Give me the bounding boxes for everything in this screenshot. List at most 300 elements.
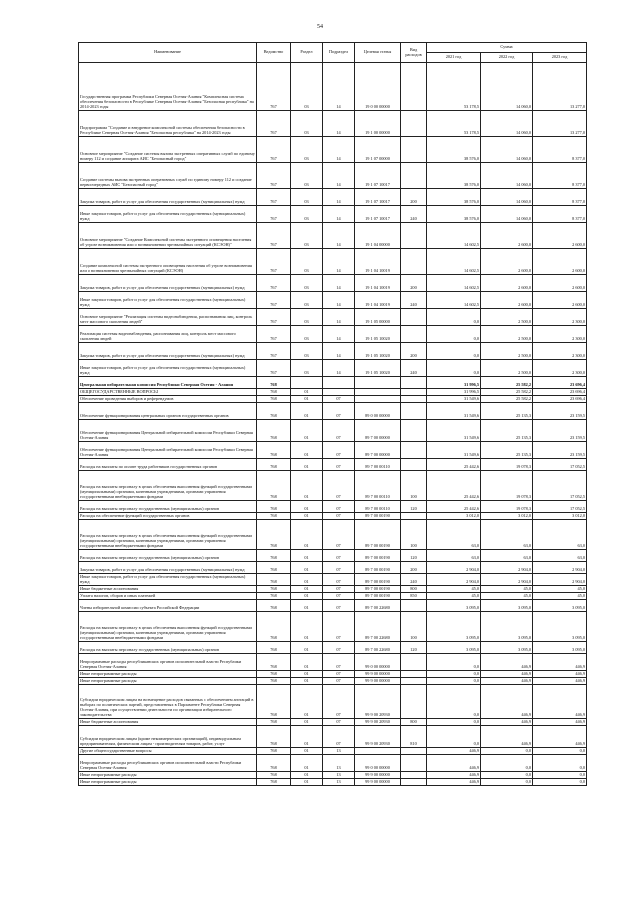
row-dept: 768: [257, 719, 291, 726]
row-sum-2022: 2 904,0: [481, 574, 533, 586]
row-name: Субсидии юридическим лицам на возмещение расходов связанных с обеспечением агитаций в выборах по политических партий, представленных в Парламенте Республики Северная Осетия-Алания, при осуществлении деятельности по организации избирательного законодательства: [79, 685, 257, 719]
row-kind: 240: [401, 574, 427, 586]
row-subsection: 07: [323, 671, 355, 678]
row-sum-2023: 13 277,0: [533, 63, 587, 111]
row-item: 99 9 00 20930: [355, 726, 401, 748]
row-item: 89 7 00 00190: [355, 574, 401, 586]
row-subsection: 07: [323, 403, 355, 420]
row-sum-2023: 23 696,4: [533, 377, 587, 389]
row-item: 19 1 00 00000: [355, 111, 401, 137]
row-kind: [401, 377, 427, 389]
row-name: Обеспечение функционирования центральных органов государственных органов: [79, 403, 257, 420]
row-sum-2023: 8 377,0: [533, 206, 587, 223]
row-section: 03: [291, 189, 323, 206]
row-dept: 768: [257, 389, 291, 396]
table-row: [79, 309, 587, 326]
row-name: Иные непрограммные расходы: [79, 678, 257, 685]
row-sum-2022: 446,9: [481, 671, 533, 678]
row-sum-2022: 14 060,0: [481, 206, 533, 223]
row-name: Основное мероприятие "Создание системы вызова экстренных оперативных служб по единому номеру 112 и создание аппарата АИС "Безопасный город": [79, 137, 257, 163]
row-subsection: [323, 389, 355, 396]
row-kind: 200: [401, 189, 427, 206]
table-row: [79, 772, 587, 779]
row-sum-2022: 2 500,0: [481, 343, 533, 360]
row-sum-2023: 0,0: [533, 748, 587, 755]
row-dept: 767: [257, 163, 291, 189]
row-name: Иные непрограммные расходы: [79, 779, 257, 786]
row-item: 89 7 00 00190: [355, 593, 401, 600]
row-sum-2023: 3 095,0: [533, 600, 587, 612]
row-section: 03: [291, 360, 323, 377]
row-section: 03: [291, 63, 323, 111]
row-sum-2023: 2 600,0: [533, 292, 587, 309]
row-kind: [401, 654, 427, 671]
row-subsection: 07: [323, 471, 355, 501]
row-item: 19 1 07 10017: [355, 163, 401, 189]
row-name: Основное мероприятие "Реализация системы видеонаблюдения, распознавания лиц, контроль мест массового скопления людей": [79, 309, 257, 326]
row-item: 99 0 00 00000: [355, 654, 401, 671]
row-kind: [401, 137, 427, 163]
row-sum-2023: 446,9: [533, 671, 587, 678]
row-dept: 767: [257, 309, 291, 326]
row-sum-2021: 14 602,5: [427, 223, 481, 249]
header-section: Раздел: [291, 43, 323, 63]
row-subsection: 13: [323, 772, 355, 779]
table-body: [79, 63, 587, 786]
row-subsection: 14: [323, 275, 355, 292]
row-sum-2023: 2 300,0: [533, 360, 587, 377]
row-section: 01: [291, 593, 323, 600]
row-sum-2023: 2 600,0: [533, 223, 587, 249]
row-sum-2021: 0,0: [427, 360, 481, 377]
row-section: 01: [291, 574, 323, 586]
row-sum-2022: 19 078,3: [481, 459, 533, 471]
row-subsection: 14: [323, 309, 355, 326]
row-kind: [401, 163, 427, 189]
row-sum-2022: 0,0: [481, 755, 533, 772]
row-name: Иные закупки товаров, работ и услуг для обеспечения государственных (муниципальных) нужд: [79, 206, 257, 223]
row-subsection: 14: [323, 206, 355, 223]
row-item: 89 7 00 00110: [355, 501, 401, 513]
row-sum-2023: 0,0: [533, 772, 587, 779]
row-kind: [401, 685, 427, 719]
row-item: 89 7 00 22680: [355, 600, 401, 612]
row-sum-2021: 25 442,6: [427, 501, 481, 513]
row-sum-2021: 31 549,6: [427, 396, 481, 403]
row-item: 89 7 00 22680: [355, 612, 401, 642]
table-row: [79, 748, 587, 755]
row-section: 01: [291, 779, 323, 786]
row-sum-2022: 446,9: [481, 726, 533, 748]
row-sum-2021: 31 549,6: [427, 442, 481, 459]
row-sum-2022: 14 060,0: [481, 137, 533, 163]
row-item: 19 1 05 00000: [355, 309, 401, 326]
row-name: Расходы на выплаты персоналу в целях обеспечения выполнения функций государственными (муниципальными) органами, казенными учреждениями, органами управления государственными внебюджетными фондами: [79, 471, 257, 501]
row-name: Иные непрограммные расходы: [79, 772, 257, 779]
table-row: [79, 520, 587, 550]
row-item: 89 7 00 00190: [355, 520, 401, 550]
row-name: Иные закупки товаров, работ и услуг для обеспечения государственных (муниципальных) нужд: [79, 360, 257, 377]
row-sum-2023: 2 904,0: [533, 562, 587, 574]
table-row: [79, 755, 587, 772]
row-section: 01: [291, 685, 323, 719]
row-kind: 850: [401, 593, 427, 600]
table-row: [79, 343, 587, 360]
row-sum-2023: 2 300,0: [533, 326, 587, 343]
row-dept: 768: [257, 403, 291, 420]
row-subsection: 07: [323, 562, 355, 574]
row-sum-2021: 3 095,0: [427, 612, 481, 642]
row-kind: 100: [401, 520, 427, 550]
row-item: 89 7 00 00190: [355, 550, 401, 562]
row-sum-2022: 2 500,0: [481, 309, 533, 326]
row-sum-2021: 63,0: [427, 520, 481, 550]
row-sum-2022: 2 600,0: [481, 249, 533, 275]
row-sum-2021: 0,0: [427, 326, 481, 343]
row-name: Расходы на выплаты персоналу в целях обеспечения выполнения функций государственными (муниципальными) органами, казенными учреждениями, органами управления государственными внебюджетными фондами: [79, 520, 257, 550]
row-dept: 767: [257, 360, 291, 377]
table-row: [79, 471, 587, 501]
row-item: 19 1 04 10019: [355, 292, 401, 309]
table-row: [79, 326, 587, 343]
row-section: 01: [291, 442, 323, 459]
row-subsection: 07: [323, 654, 355, 671]
row-sum-2023: 0,0: [533, 755, 587, 772]
row-item: 19 1 05 10020: [355, 343, 401, 360]
row-kind: [401, 779, 427, 786]
row-sum-2021: 63,0: [427, 550, 481, 562]
row-name: Непрограммные расходы республиканских органов исполнительной власти Республики Северная Осетия-Алания: [79, 654, 257, 671]
row-dept: 768: [257, 550, 291, 562]
row-name: Обеспечение функционирования Центральной избирательной комиссии Республики Северная Осетия-Алания: [79, 442, 257, 459]
table-row: [79, 403, 587, 420]
row-sum-2023: 13 277,0: [533, 111, 587, 137]
row-dept: 768: [257, 612, 291, 642]
row-kind: [401, 111, 427, 137]
row-dept: 768: [257, 442, 291, 459]
row-name: Обеспечение проведения выборов и референдумов: [79, 396, 257, 403]
header-kind: Вид расходов: [401, 43, 427, 63]
row-sum-2022: 446,9: [481, 654, 533, 671]
row-sum-2023: 446,9: [533, 685, 587, 719]
row-sum-2022: 0,0: [481, 748, 533, 755]
row-section: 01: [291, 748, 323, 755]
row-sum-2023: 45,0: [533, 593, 587, 600]
table-row: [79, 726, 587, 748]
row-sum-2021: 2 904,0: [427, 562, 481, 574]
row-dept: 767: [257, 343, 291, 360]
row-kind: [401, 600, 427, 612]
row-sum-2022: 3 095,0: [481, 612, 533, 642]
row-sum-2022: 2 600,0: [481, 223, 533, 249]
row-subsection: 07: [323, 600, 355, 612]
row-section: 01: [291, 420, 323, 442]
row-subsection: 07: [323, 612, 355, 642]
row-kind: [401, 459, 427, 471]
row-kind: 800: [401, 719, 427, 726]
row-section: 01: [291, 550, 323, 562]
table-row: [79, 642, 587, 654]
row-sum-2022: 0,0: [481, 779, 533, 786]
row-dept: 768: [257, 678, 291, 685]
row-sum-2023: 17 052,5: [533, 501, 587, 513]
row-name: Субсидии юридическим лицам (кроме некоммерческих организаций), индивидуальным предпринимателям, физическим лицам - производителям товаров, работ, услуг: [79, 726, 257, 748]
table-row: [79, 513, 587, 520]
row-item: 89 7 00 00190: [355, 513, 401, 520]
row-subsection: 14: [323, 189, 355, 206]
row-sum-2023: 8 377,0: [533, 163, 587, 189]
table-row: [79, 377, 587, 389]
row-name: Обеспечение функционирования Центральной избирательной комиссии Республики Северная Осетия-Алания: [79, 420, 257, 442]
row-section: 01: [291, 459, 323, 471]
row-name: Государственная программа Республики Северная Осетия-Алания "Комплексная система обеспечения безопасности в Республике Северная Осетия-Алания "Безопасная республика" на 2014-2023 годы: [79, 63, 257, 111]
row-sum-2021: 38 576,0: [427, 206, 481, 223]
row-subsection: 07: [323, 520, 355, 550]
row-kind: [401, 309, 427, 326]
row-name: Закупка товаров, работ и услуг для обеспечения государственных (муниципальных) нужд: [79, 189, 257, 206]
table-row: [79, 719, 587, 726]
row-sum-2023: 446,9: [533, 726, 587, 748]
row-dept: 768: [257, 726, 291, 748]
row-subsection: 07: [323, 726, 355, 748]
table-row: [79, 137, 587, 163]
table-row: [79, 654, 587, 671]
row-subsection: 07: [323, 678, 355, 685]
row-sum-2022: 25 135,3: [481, 420, 533, 442]
row-kind: 200: [401, 343, 427, 360]
row-name: Расходы на выплаты персоналу государственных (муниципальных) органов: [79, 642, 257, 654]
table-row: [79, 574, 587, 586]
row-sum-2021: 38 576,0: [427, 137, 481, 163]
row-sum-2021: 0,0: [427, 309, 481, 326]
row-kind: [401, 420, 427, 442]
row-section: 03: [291, 111, 323, 137]
row-section: 01: [291, 396, 323, 403]
row-sum-2022: 19 078,3: [481, 501, 533, 513]
row-sum-2022: 446,9: [481, 678, 533, 685]
row-subsection: 14: [323, 249, 355, 275]
table-row: [79, 612, 587, 642]
row-sum-2021: 14 602,5: [427, 292, 481, 309]
row-sum-2023: 3 012,0: [533, 513, 587, 520]
row-sum-2022: 14 060,0: [481, 163, 533, 189]
row-sum-2021: 0,0: [427, 671, 481, 678]
row-kind: 200: [401, 562, 427, 574]
row-sum-2021: 0,0: [427, 685, 481, 719]
row-sum-2021: 446,9: [427, 779, 481, 786]
row-name: Создание системы вызова экстренных оперативных служб по единому номеру 112 и создание первоочередных АИС "Безопасный город": [79, 163, 257, 189]
row-dept: 767: [257, 292, 291, 309]
row-dept: 768: [257, 654, 291, 671]
row-subsection: 07: [323, 642, 355, 654]
row-item: 99 9 00 00000: [355, 779, 401, 786]
row-sum-2023: 3 095,0: [533, 612, 587, 642]
row-dept: 768: [257, 501, 291, 513]
row-kind: [401, 389, 427, 396]
row-subsection: 14: [323, 111, 355, 137]
row-subsection: 07: [323, 420, 355, 442]
row-name: Центральная избирательная комиссия Республики Северная Осетия - Алания: [79, 377, 257, 389]
row-sum-2021: 38 576,0: [427, 163, 481, 189]
row-item: 99 9 00 00000: [355, 772, 401, 779]
table-row: [79, 292, 587, 309]
row-sum-2023: 446,9: [533, 654, 587, 671]
row-sum-2022: 25 582,2: [481, 377, 533, 389]
header-dept: Ведомство: [257, 43, 291, 63]
row-name: Реализация системы видеонаблюдения, распознавания лиц, контроль мест массового скопления людей: [79, 326, 257, 343]
row-name: Закупка товаров, работ и услуг для обеспечения государственных (муниципальных) нужд: [79, 343, 257, 360]
row-name: Основное мероприятие "Создание Комплексной системы экстренного оповещения населения об угрозе возникновения или о возникновении чрезвычайных ситуаций (КСЭОН)": [79, 223, 257, 249]
row-section: 01: [291, 501, 323, 513]
row-dept: 768: [257, 586, 291, 593]
row-sum-2023: 2 300,0: [533, 309, 587, 326]
row-item: 19 1 07 10017: [355, 189, 401, 206]
row-subsection: 07: [323, 513, 355, 520]
row-name: Расходы на выплаты персоналу государственных (муниципальных) органов: [79, 501, 257, 513]
table-row: [79, 206, 587, 223]
row-section: 03: [291, 163, 323, 189]
row-subsection: 14: [323, 360, 355, 377]
row-name: Иные закупки товаров, работ и услуг для обеспечения государственных (муниципальных) нужд: [79, 574, 257, 586]
row-sum-2023: 17 052,5: [533, 471, 587, 501]
row-sum-2022: 3 095,0: [481, 600, 533, 612]
row-sum-2022: 19 078,3: [481, 471, 533, 501]
row-name: Иные непрограммные расходы: [79, 671, 257, 678]
row-sum-2022: 45,0: [481, 593, 533, 600]
row-kind: [401, 396, 427, 403]
row-section: 03: [291, 326, 323, 343]
row-name: ОБЩЕГОСУДАРСТВЕННЫЕ ВОПРОСЫ: [79, 389, 257, 396]
row-subsection: 14: [323, 63, 355, 111]
row-subsection: 07: [323, 550, 355, 562]
row-kind: 120: [401, 501, 427, 513]
row-kind: 240: [401, 292, 427, 309]
table-row: [79, 671, 587, 678]
row-subsection: 07: [323, 501, 355, 513]
row-subsection: [323, 377, 355, 389]
table-row: [79, 360, 587, 377]
row-sum-2021: 31 996,5: [427, 389, 481, 396]
row-sum-2021: 53 178,5: [427, 111, 481, 137]
row-section: 01: [291, 755, 323, 772]
row-dept: 768: [257, 772, 291, 779]
row-item: 19 1 07 10017: [355, 206, 401, 223]
row-name: Иные бюджетные ассигнования: [79, 586, 257, 593]
header-subsection: Подраздел: [323, 43, 355, 63]
row-dept: 767: [257, 137, 291, 163]
row-section: 01: [291, 671, 323, 678]
table-row: [79, 396, 587, 403]
row-item: 99 9 00 00000: [355, 671, 401, 678]
row-item: 89 7 00 00110: [355, 459, 401, 471]
row-subsection: 14: [323, 223, 355, 249]
row-section: 01: [291, 719, 323, 726]
row-sum-2022: 2 600,0: [481, 292, 533, 309]
row-section: 01: [291, 520, 323, 550]
table-row: [79, 550, 587, 562]
row-sum-2023: 23 159,5: [533, 403, 587, 420]
row-sum-2023: 0,0: [533, 779, 587, 786]
table-row: [79, 223, 587, 249]
row-sum-2021: 0,0: [427, 678, 481, 685]
row-section: 01: [291, 600, 323, 612]
row-kind: 120: [401, 642, 427, 654]
row-section: 01: [291, 678, 323, 685]
row-sum-2023: 2 904,0: [533, 574, 587, 586]
row-section: 01: [291, 726, 323, 748]
row-section: [291, 377, 323, 389]
row-sum-2022: 3 012,0: [481, 513, 533, 520]
table-row: [79, 586, 587, 593]
header-year-2022: 2022 год: [481, 53, 533, 63]
row-item: 19 1 07 00000: [355, 137, 401, 163]
row-sum-2022: 14 060,0: [481, 63, 533, 111]
row-dept: 768: [257, 471, 291, 501]
row-name: Непрограммные расходы республиканских органов исполнительной власти Республики Северная Осетия-Алания: [79, 755, 257, 772]
row-dept: 767: [257, 249, 291, 275]
page-number: 54: [317, 24, 323, 30]
row-section: 01: [291, 513, 323, 520]
row-sum-2023: 63,0: [533, 550, 587, 562]
row-sum-2021: 0,0: [427, 654, 481, 671]
row-sum-2022: 2 500,0: [481, 360, 533, 377]
row-sum-2023: 446,9: [533, 719, 587, 726]
row-sum-2023: 45,0: [533, 586, 587, 593]
header-item: Целевая статья: [355, 43, 401, 63]
row-kind: 800: [401, 586, 427, 593]
table-row: [79, 249, 587, 275]
row-dept: 768: [257, 593, 291, 600]
row-kind: 240: [401, 360, 427, 377]
table-row: [79, 275, 587, 292]
table-row: [79, 593, 587, 600]
row-name: Расходы на обеспечение функций государственных органов: [79, 513, 257, 520]
row-item: 89 0 00 00000: [355, 403, 401, 420]
row-item: 99 9 00 00000: [355, 678, 401, 685]
row-kind: [401, 403, 427, 420]
row-section: 03: [291, 275, 323, 292]
row-dept: 768: [257, 562, 291, 574]
row-dept: 768: [257, 377, 291, 389]
row-name: Расходы на выплаты персоналу в целях обеспечения выполнения функций государственными (муниципальными) органами, казенными учреждениями, органами управления государственными внебюджетными фондами: [79, 612, 257, 642]
row-name: Создание комплексной системы экстренного оповещения населения об угрозе возникновения или о возникновении чрезвычайных ситуаций (КСЭОН): [79, 249, 257, 275]
row-section: 01: [291, 654, 323, 671]
table-row: [79, 779, 587, 786]
row-name: Иные бюджетные ассигнования: [79, 719, 257, 726]
row-sum-2021: 2 904,0: [427, 574, 481, 586]
row-dept: 767: [257, 223, 291, 249]
row-name: Члены избирательной комиссии субъекта Российской Федерации: [79, 600, 257, 612]
row-sum-2022: 25 135,3: [481, 403, 533, 420]
row-subsection: 13: [323, 748, 355, 755]
row-item: 89 7 00 00000: [355, 442, 401, 459]
row-section: 01: [291, 562, 323, 574]
row-item: [355, 748, 401, 755]
row-sum-2021: 3 012,0: [427, 513, 481, 520]
table-row: [79, 189, 587, 206]
row-dept: 767: [257, 326, 291, 343]
row-sum-2022: 2 500,0: [481, 326, 533, 343]
row-sum-2021: 0,0: [427, 343, 481, 360]
table-row: [79, 678, 587, 685]
table-row: [79, 63, 587, 111]
row-sum-2023: 2 600,0: [533, 275, 587, 292]
row-kind: [401, 326, 427, 343]
table-row: [79, 459, 587, 471]
row-kind: 200: [401, 275, 427, 292]
row-dept: 767: [257, 206, 291, 223]
row-name: Уплата налогов, сборов и иных платежей: [79, 593, 257, 600]
